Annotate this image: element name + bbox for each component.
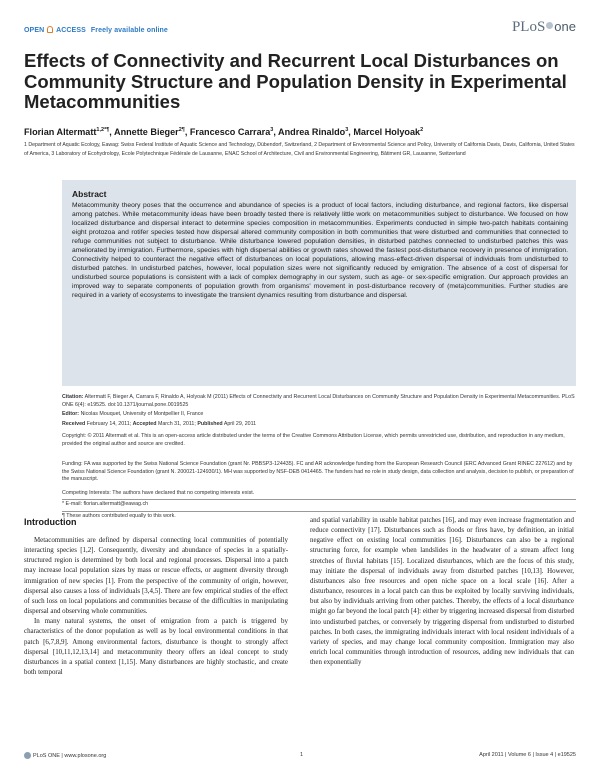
- copyright-notice: Copyright: © 2011 Altermatt et al. This is an open-access article distributed under the terms of the Creative Commons Attribution License, which permits unrestricted use, distribution, and reproduction in any medium, provided the original author and source are credited.: [62, 433, 565, 447]
- page-footer: [24, 752, 576, 762]
- logo-plos-text: PLoS: [511, 19, 546, 35]
- journal-header: [24, 19, 576, 42]
- open-label: OPEN: [24, 27, 45, 34]
- open-access-lock-icon: [47, 26, 53, 33]
- author-name[interactable]: Annette Bieger: [114, 127, 179, 138]
- meta-divider: [62, 511, 576, 512]
- meta-divider: [62, 499, 576, 500]
- citation-label: Citation:: [62, 394, 84, 400]
- open-access-banner[interactable]: [24, 26, 168, 34]
- author-name[interactable]: Francesco Carrara: [189, 127, 271, 138]
- editor-label: Editor:: [62, 411, 80, 417]
- author-name[interactable]: Andrea Rinaldo: [278, 127, 346, 138]
- accepted-label: Accepted: [132, 421, 157, 427]
- page-number: 1: [300, 752, 304, 758]
- article-dates: [62, 421, 576, 429]
- funding-statement: Funding: FA was supported by the Swiss National Science Foundation (grant Nr. PBBSP3-124435). FC and AR acknowledge funding from the European Research Council (ERC Advanced Grant RINEC 227612) and by the Swiss National Science Foundation (grant N. 200021-124930/1). MH was supported by NSF-DEB 0414465. The funders had no role in study design, data collection and analysis, decision to publish, or preparation of the manuscript.: [62, 461, 574, 483]
- editor: [62, 411, 576, 419]
- equal-contribution-note: ¶ These authors contributed equally to this work.: [62, 513, 176, 519]
- logo-one-text: one: [554, 19, 576, 34]
- corresponding-email[interactable]: * E-mail: florian.altermatt@eawag.ch: [62, 501, 149, 507]
- author-affiliation-marker: 3: [270, 127, 274, 133]
- footer-journal-text: PLoS ONE | www.plosone.org: [33, 753, 107, 759]
- accepted-date: March 31, 2011;: [157, 421, 196, 427]
- published-date: April 29, 2011: [223, 421, 257, 427]
- author-list: Florian Altermatt$^{1,2*\P}$, Annette Bieger$^{2\P}$, Francesco Carrara$^3$, Andrea Rinaldo$^3$, Marcel Holyoak$^2$: [24, 127, 424, 138]
- logo-dot-icon: [546, 22, 553, 29]
- introduction-heading: Introduction: [24, 517, 77, 527]
- editor-text: Nicolas Mouquet, University of Montpellier II, France: [80, 411, 204, 417]
- affiliations: 1 Department of Aquatic Ecology, Eawag: Swiss Federal Institute of Aquatic Science and Technology, Dübendorf, Switzerland, 2 Department of Environmental Science and Policy, University of California Davis, Davis, California, United States of America, 3 Laboratory of Ecohydrology, Ecole Polytechnique Fédérale de Lausanne, ENAC School of Architecture, Civil and Environmental Engineering, Bâtiment GR, Lausanne, Switzerland: [24, 142, 575, 157]
- introduction-left-column: [24, 535, 288, 677]
- published-label: Published: [197, 421, 223, 427]
- abstract-text: Metacommunity theory poses that the occurrence and abundance of species is a product of local factors, including disturbance, and regional factors, like dispersal among patches. While metacommunity ideas have been broadly tested there is relatively little work on metacommunities subject to disturbance. We focused on how localized disturbance and dispersal interact to determine species composition in metacommunities. Experiments conducted in simple two-patch habitats containing eight protozoa and rotifer species tested how dispersal altered community composition in both communities that were disturbed and communities that connected to refuge communities not subject to disturbance. While disturbance lowered population densities, in disturbed patches connected to undisturbed patches this was ameliorated by immigration. Furthermore, species with high dispersal abilities or growth rates showed the fastest post-disturbance recovery in presence of immigration. Connectivity helped to counteract the negative effect of disturbances on local populations, allowing mass-effect-driven dispersal of individuals from undisturbed to disturbed patches. In undisturbed patches, however, local population sizes were not significantly reduced by emigration. The absence of a cost of dispersal for undisturbed source populations is consistent with a lack of complex demography in our system, such as age- or sex-specific emigration. Our approach provides an improved way to separate components of population growth from organisms' movement in post-disturbance recovery of (meta)communities. Further studies are required in a variety of ecosystems to investigate the transient dynamics resulting from disturbance and dispersal.: [72, 202, 568, 299]
- abstract-heading: Abstract: [72, 189, 107, 199]
- author-name[interactable]: Marcel Holyoak: [353, 127, 421, 138]
- article-title: Effects of Connectivity and Recurrent Local Disturbances on Community Structure and Population Density in Experimental Metacommunities: [24, 50, 567, 112]
- author-affiliation-marker: 1,2*¶: [96, 127, 110, 133]
- plos-footer-icon: [24, 752, 31, 759]
- body-paragraph: In many natural systems, the onset of emigration from a patch is triggered by characteristics of the donor population as well as by local environmental conditions in that patch [6,7,8,9]. Among environmental factors, disturbance is thought to strongly affect dispersal [10,11,12,13,14] and metacommunity theory offers an ideal concept to study disturbances in a spatial context [1,15]. Many disturbances are highly stochastic, and create both temporal: [24, 617, 288, 677]
- author-affiliation-marker: 2: [420, 127, 424, 133]
- introduction-right-column: [310, 515, 574, 667]
- author-affiliation-marker: 3: [345, 127, 349, 133]
- received-date: February 14, 2011;: [86, 421, 132, 427]
- abstract-box: [62, 180, 576, 386]
- citation-text: Altermatt F, Bieger A, Carrara F, Rinaldo A, Holyoak M (2011) Effects of Connectivity and Recurrent Local Disturbances on Community Structure and Population Density in Experimental Metacommunities. PLoS ONE 6(4): e19525. doi:10.1371/journal.pone.0019525: [62, 394, 575, 408]
- body-paragraph: and spatial variability in usable habitat patches [16], and may even increase fragmentation and reduce connectivity [17]. Disturbances such as floods or fires have, by definition, an initial negative effect on existing local communities [16]. Disturbances can also be a regional structuring force, for example when landslides in the headwater of a stream affect long stretches of fluvial habitats [15]. Localized disturbances, which are the focus of this study, may initiate the dispersal of individuals away from disturbed patches [10,13]. However, disturbances also free resources and open niche space on a local scale [16]. After a disturbance, resources in a local patch can thus be exploited by locally surviving individuals, but also by individuals arriving from other patches. Thereby, the effects of a local disturbance might go far beyond the local patch [4]: either by triggering increased dispersal from disturbed into undisturbed patches, or conversely by triggering dispersal from undisturbed to disturbed patches. In both cases, the immigrating individuals interact with local resident individuals of a variety of species, and may change local community composition. Immigration may also enrich local communities through introduction of resources, adding new individuals that can then exponentially: [310, 516, 574, 667]
- access-label: ACCESS: [56, 27, 86, 34]
- footer-issue: April 2011 | Volume 6 | Issue 4 | e19525: [479, 752, 576, 758]
- author-name[interactable]: Florian Altermatt: [24, 127, 97, 138]
- author-affiliation-marker: 2¶: [178, 127, 185, 133]
- footer-journal[interactable]: [24, 752, 106, 759]
- citation: [62, 394, 576, 409]
- body-paragraph: Metacommunities are defined by dispersal connecting local communities of potentially interacting species [1,2]. Consequently, diversity and abundance of species in a spatially-structured region is determined by both local and regional processes. Dispersal into a patch may increase local population sizes by mass or rescue effects, or augment diversity through immigration of new species [1]. From the perspective of the community of origin, however, dispersal also causes a loss of individuals [3,4,5]. There are few empirical studies of the effect of such loss on local populations and communities because of the difficulties in manipulating dispersal and observing whole communities.: [24, 536, 288, 616]
- competing-interests: Competing Interests: The authors have declared that no competing interests exist.: [62, 490, 255, 496]
- plos-one-logo[interactable]: [512, 19, 576, 36]
- freely-available-label: Freely available online: [90, 27, 168, 34]
- received-label: Received: [62, 421, 86, 427]
